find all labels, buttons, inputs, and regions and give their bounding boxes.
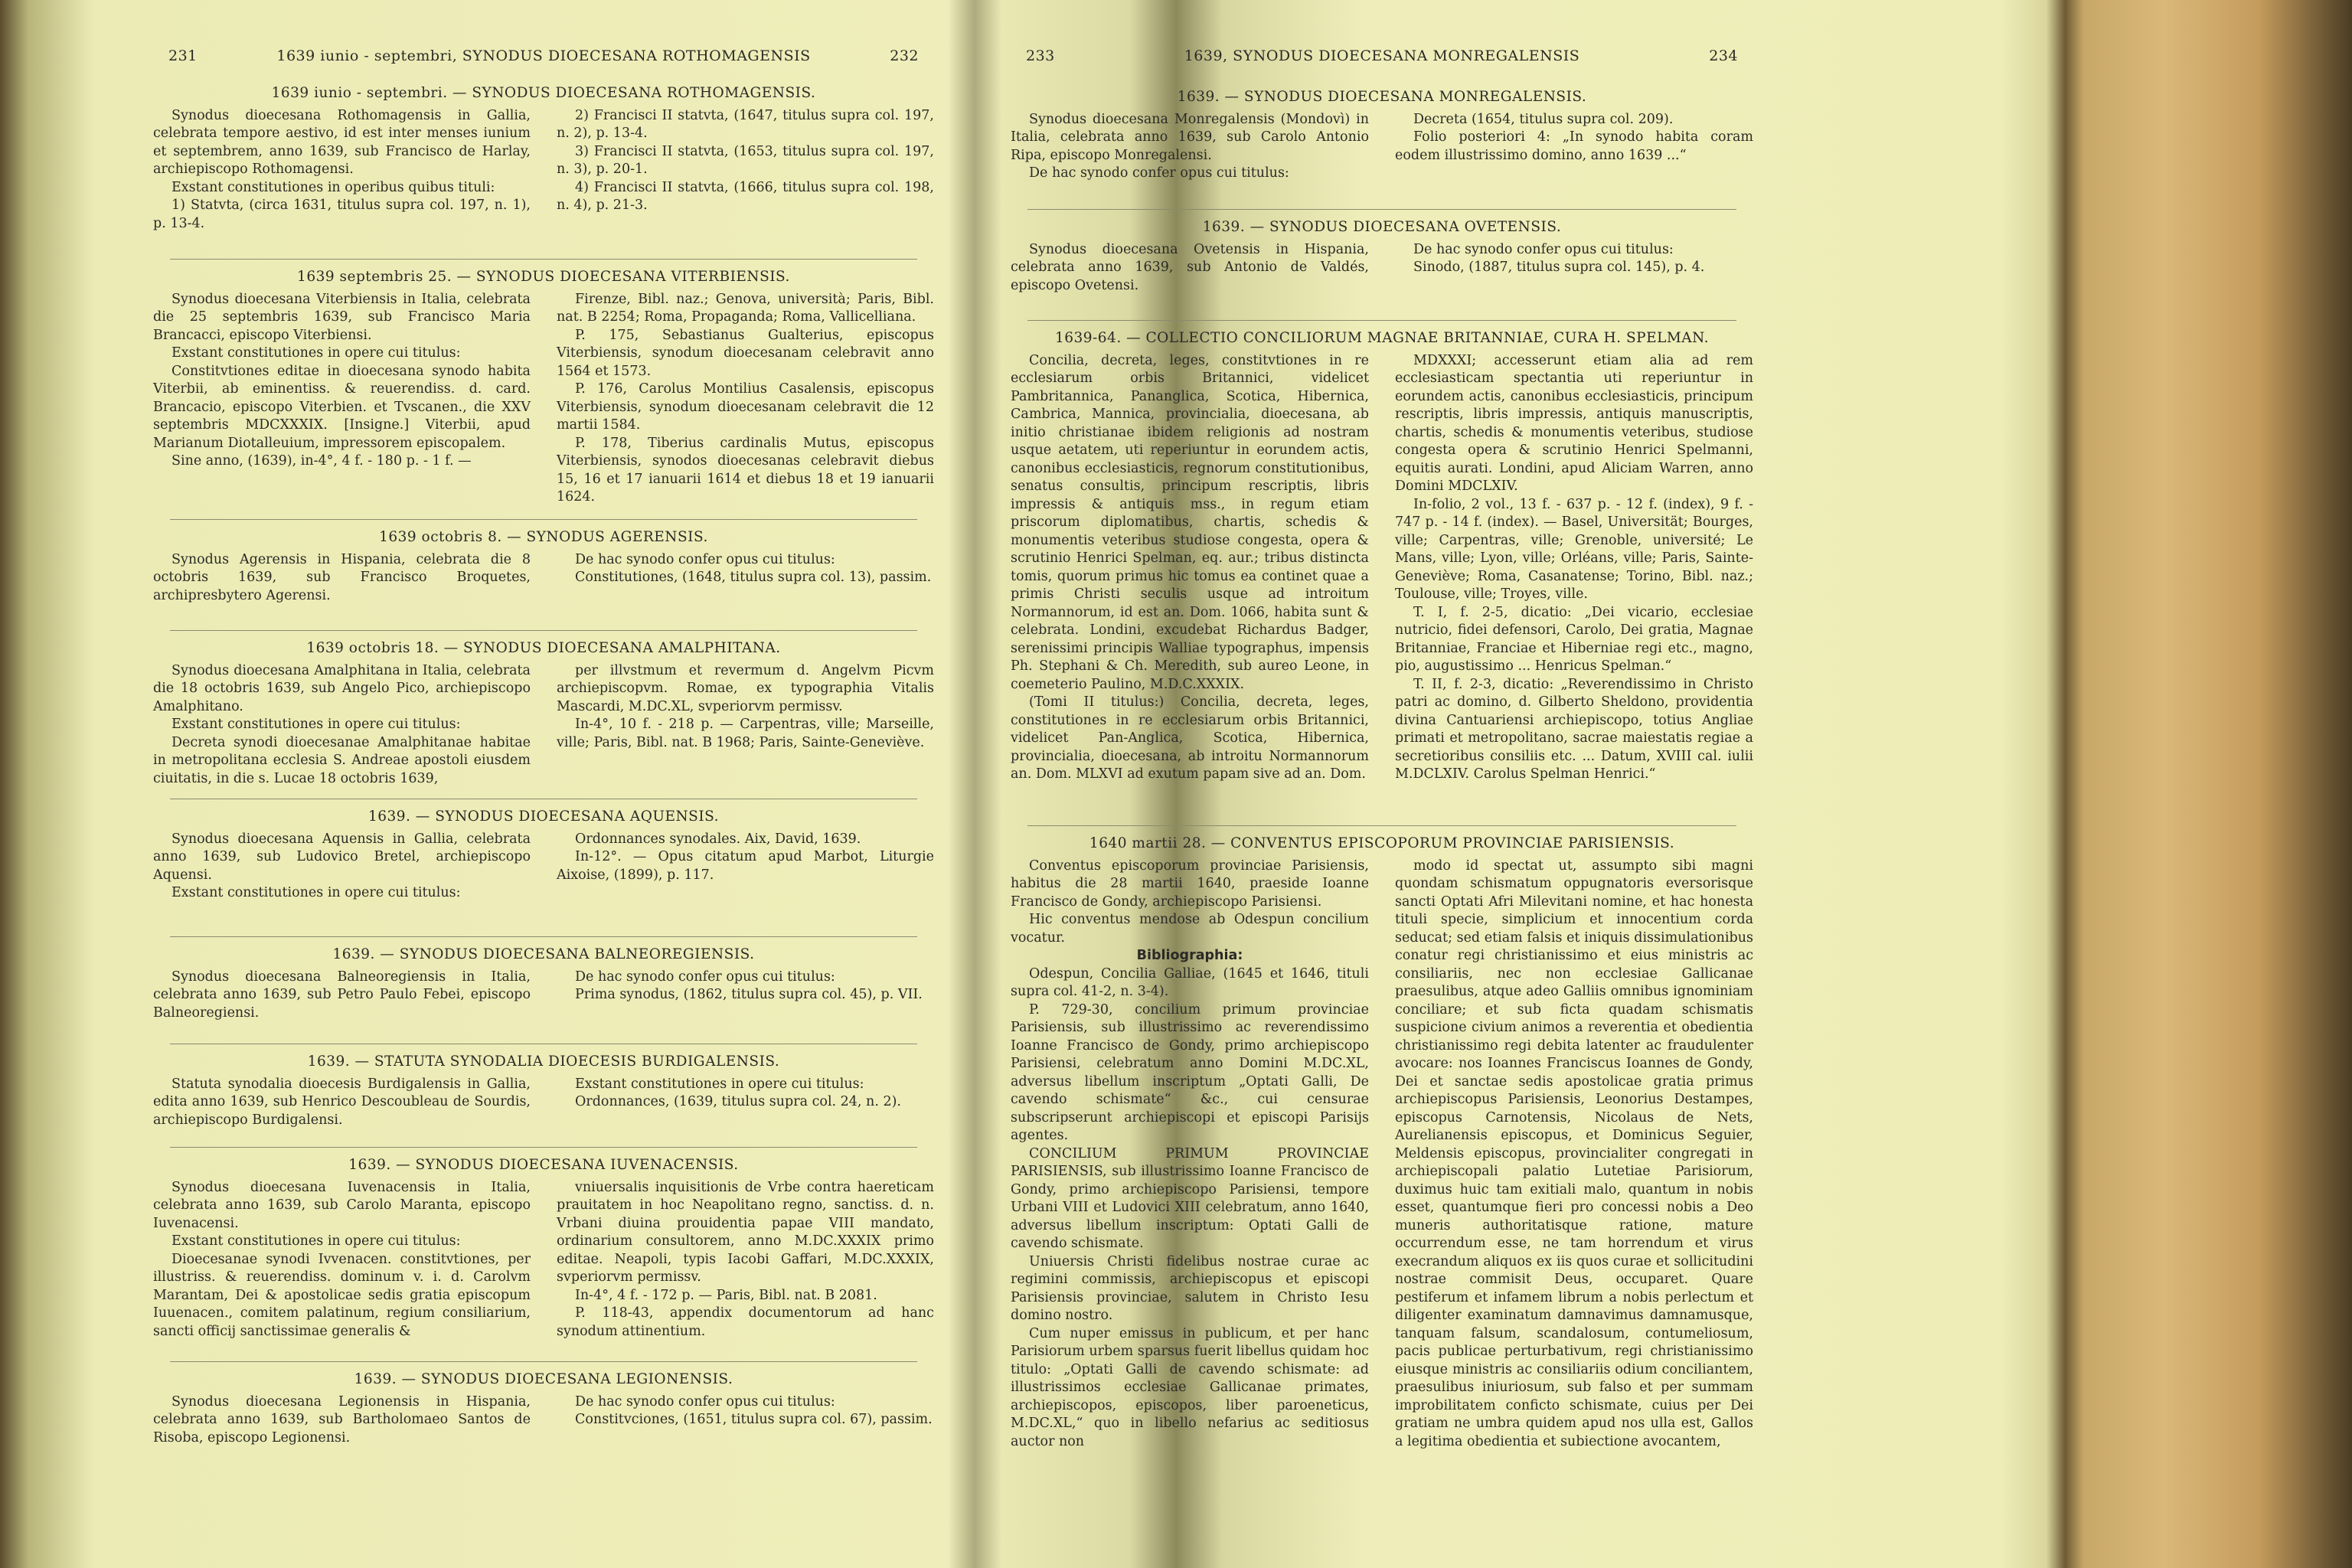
entry-paragraph: De hac synodo confer opus cui titulus: xyxy=(575,1393,835,1410)
entry-paragraph: T. II, f. 2-3, dicatio: „Reverendissimo in Christo patri ac domino, d. Gilberto Sheldono, providentia divina Cantuariensi archiepiscopo, totius Angliae primati et metropolitano, sacrae maiestatis regiae a secretioribus consiliis etc. ... Datum, XVIII cal. iulii M.DCLXIV. Carolus Spelman Henrici.“ xyxy=(1395,676,1753,782)
synod-entry xyxy=(153,1053,934,1129)
entry-paragraph: Synodus dioecesana Ovetensis in Hispania, celebrata anno 1639, sub Antonio de Valdés, episcopo Ovetensi. xyxy=(1011,241,1369,293)
entry-paragraph: Synodus dioecesana Iuvenacensis in Italia, celebrata anno 1639, sub Carolo Maranta, episcopo Iuvenacensi. xyxy=(153,1179,531,1231)
book-binding-edge xyxy=(2037,0,2352,1568)
entry-paragraph: per illvstmum et revermum d. Angelvm Picvm archiepiscopvm. Romae, ex typographia Vitalis Mascardi, M.DC.XL, svperiorvm permissv. xyxy=(557,662,934,714)
left-running-head xyxy=(153,47,934,70)
entry-heading: 1639. — STATUTA SYNODALIA DIOECESIS BURDIGALENSIS. xyxy=(307,1054,780,1070)
entry-paragraph: Conventus episcoporum provinciae Parisiensis, habitus die 28 martii 1640, praeside Ioanne Francisco de Gondy, archiepiscopo Parisiensi. xyxy=(1011,858,1369,910)
entry-column xyxy=(153,662,531,789)
entry-column xyxy=(557,551,934,606)
entry-paragraph: 1) Statvta, (circa 1631, titulus supra col. 197, n. 1), p. 13-4. xyxy=(153,198,531,231)
synod-entry xyxy=(153,946,934,1022)
entry-paragraph: Constitvtiones editae in dioecesana synodo habita Viterbii, ab eminentiss. & reuerendiss. d. card. Brancacio, episcopo Viterbien. et Tvscanen., die XXV septembris MDCXXXIX. [Insigne.] Viterbii, apud Marianum Diotalleuium, impressorem episcopalem. xyxy=(153,363,531,451)
synod-entry xyxy=(1011,835,1753,1451)
entry-paragraph: Folio posteriori 4: „In synodo habita coram eodem illustrissimo domino, anno 1639 ...“ xyxy=(1395,129,1753,163)
entry-column xyxy=(557,831,934,903)
entry-paragraph: Ordonnances synodales. Aix, David, 1639. xyxy=(575,831,861,847)
entry-column xyxy=(153,107,531,234)
book-gutter xyxy=(948,0,1001,1568)
entry-divider xyxy=(1027,209,1736,210)
entry-heading: 1639. — SYNODUS DIOECESANA IUVENACENSIS. xyxy=(348,1157,739,1173)
entry-column xyxy=(153,1393,531,1448)
entry-heading: 1639-64. — COLLECTIO CONCILIORUM MAGNAE BRITANNIAE, CURA H. SPELMAN. xyxy=(1054,330,1710,346)
entry-paragraph: P. 175, Sebastianus Gualterius, episcopus Viterbiensis, synodum dioecesanam celebravit anno 1564 et 1573. xyxy=(557,327,934,379)
entry-paragraph: Synodus Agerensis in Hispania, celebrata die 8 octobris 1639, sub Francisco Broquetes, archipresbytero Agerensi. xyxy=(153,551,531,603)
entry-paragraph: Synodus dioecesana Amalphitana in Italia, celebrata die 18 octobris 1639, sub Angelo Pico, archiepiscopo Amalphitano. xyxy=(153,662,531,714)
entry-paragraph: Synodus dioecesana Legionensis in Hispania, celebrata anno 1639, sub Bartholomaeo Santos de Risoba, episcopo Legionensi. xyxy=(153,1393,531,1446)
entry-column xyxy=(1011,241,1369,296)
entry-column xyxy=(153,551,531,606)
entry-paragraph: Synodus dioecesana Monregalensis (Mondovì) in Italia, celebrata anno 1639, sub Carolo Antonio Ripa, episcopo Monregalensi. xyxy=(1011,111,1369,163)
entry-paragraph: P. 176, Carolus Montilius Casalensis, episcopus Viterbiensis, synodum dioecesanam celebravit die 12 martii 1584. xyxy=(557,381,934,433)
entry-paragraph: vniuersalis inquisitionis de Vrbe contra haereticam prauitatem in hoc Neapolitano regno, sanctiss. d. n. Vrbani diuina prouidentia papae VIII mandato, ordinarium consultorem, anno M.DC.XXXIX primo editae. Neapoli, typis Iacobi Gaffari, M.DC.XXXIX, svperiorvm permissv. xyxy=(557,1179,934,1285)
entry-paragraph: Exstant constitutiones in opere cui titulus: xyxy=(172,345,461,361)
running-title: 1639, SYNODUS DIOECESANA MONREGALENSIS xyxy=(1184,47,1580,64)
entry-paragraph: Sinodo, (1887, titulus supra col. 145), p. 4. xyxy=(1413,260,1705,275)
entry-divider xyxy=(170,936,917,937)
entry-column xyxy=(153,831,531,903)
entry-paragraph: Odespun, Concilia Galliae, (1645 et 1646, tituli supra col. 41-2, n. 3-4). xyxy=(1011,965,1369,999)
entry-paragraph: De hac synodo confer opus cui titulus: xyxy=(1029,165,1289,181)
page-number-left: 233 xyxy=(1026,47,1055,64)
entry-paragraph: Exstant constitutiones in opere cui titulus: xyxy=(172,885,461,900)
synod-entry xyxy=(1011,329,1753,784)
entry-column xyxy=(557,107,934,234)
entry-paragraph: Concilia, decreta, leges, constitvtiones in re ecclesiarum orbis Britannici, videlicet Pambritannica, Pananglica, Scotica, Hibernica, Cambrica, Mannica, provincialia, dioecesana, ab initio christianae ibidem religionis ad nostram usque aetatem, uti reperiuntur in eorundem actis, canonibus ecclesiasticis, regnorum constitutionibus, senatus consultis, principum rescriptis, libris impressis & antiquis mss., in regum etiam priscorum diplomatibus, chartis, schedis & monumentis veteribus studiose congesta, opera & scrutinio Henrici Spelman, eq. aur.; tribus distincta tomis, quorum primus hic tomus ea continet quae a primis Christi seculis usque ad introitum Normannorum, id est an. Dom. 1066, habita sunt & celebrata. Londini, excudebat Richardus Badger, serenissimi principis Walliae typographus, impensis Ph. Stephani & Ch. Meredith, sub aureo Leone, in coemeterio Paulino, M.D.C.XXXIX. xyxy=(1011,352,1369,692)
entry-paragraph: Exstant constitutiones in operibus quibus tituli: xyxy=(172,179,495,195)
entry-divider xyxy=(170,519,917,520)
entry-column xyxy=(153,969,531,1023)
entry-paragraph: 2) Francisci II statvta, (1647, titulus supra col. 197, n. 2), p. 13-4. xyxy=(557,107,934,141)
entry-column xyxy=(1011,858,1369,1452)
entry-divider xyxy=(1027,825,1736,826)
left-page xyxy=(153,0,934,1568)
synod-entry xyxy=(153,1370,934,1447)
entry-column xyxy=(557,1179,934,1341)
entry-column xyxy=(557,291,934,507)
entry-heading: 1639 octobris 8. — SYNODUS AGERENSIS. xyxy=(379,529,708,545)
entry-column xyxy=(557,1076,934,1130)
entry-heading: 1640 martii 28. — CONVENTUS EPISCOPORUM PROVINCIAE PARISIENSIS. xyxy=(1089,835,1675,851)
entry-column xyxy=(1011,111,1369,183)
entry-paragraph: Synodus dioecesana Aquensis in Gallia, celebrata anno 1639, sub Ludovico Bretel, archiepiscopo Aquensi. xyxy=(153,831,531,883)
right-page xyxy=(1011,0,1753,1568)
page-number-right: 234 xyxy=(1709,47,1738,64)
entry-paragraph: Sine anno, (1639), in-4°, 4 f. - 180 p. - 1 f. — xyxy=(172,453,472,469)
entry-paragraph: T. I, f. 2-5, dicatio: „Dei vicario, ecclesiae nutricio, fidei defensori, Carolo, Dei gratia, Magnae Britanniae, Franciae et Hiberniae regi etc., magno, pio, augustissimo ... Henricus Spelman.“ xyxy=(1395,604,1753,674)
entry-paragraph: (Tomi II titulus:) Concilia, decreta, leges, constitutiones in re ecclesiarum orbis Britannici, videlicet Pan-Anglica, Scotica, Hibernica, provincialia, dioecesana, ab introitu Normannorum an. Dom. MLXVI ad exutum papam sive ad an. Dom. xyxy=(1011,694,1369,782)
entry-paragraph: MDXXXI; accesserunt etiam alia ad rem ecclesiasticam spectantia uti reperiuntur in eorundem actis, canonibus ecclesiasticis, principum rescriptis, libris impressis, antiquis manuscriptis, chartis, schedis & monumentis veteribus, studiose congesta opera & scrutinio Henrici Spelmanni, equitis aurati. Londini, apud Aliciam Warren, anno Domini MDCLXIV. xyxy=(1395,352,1753,494)
entry-paragraph: Statuta synodalia dioecesis Burdigalensis in Gallia, edita anno 1639, sub Henrico Descoubleau de Sourdis, archiepiscopo Burdigalensi. xyxy=(153,1076,531,1128)
synod-entry xyxy=(153,639,934,788)
synod-entry xyxy=(153,84,934,233)
entry-divider xyxy=(170,1147,917,1148)
entry-column xyxy=(557,1393,934,1448)
entry-divider xyxy=(1027,320,1736,321)
entry-paragraph: Hic conventus mendose ab Odespun concilium vocatur. xyxy=(1011,912,1369,946)
entry-paragraph: 3) Francisci II statvta, (1653, titulus supra col. 197, n. 3), p. 20-1. xyxy=(557,143,934,177)
entry-paragraph: Firenze, Bibl. naz.; Genova, università; Paris, Bibl. nat. B 2254; Roma, Propaganda; Roma, Vallicelliana. xyxy=(557,291,934,325)
entry-heading: 1639 iunio - septembri. — SYNODUS DIOECESANA ROTHOMAGENSIS. xyxy=(271,85,816,101)
entry-heading: 1639. — SYNODUS DIOECESANA LEGIONENSIS. xyxy=(354,1371,733,1387)
entry-column xyxy=(1395,241,1753,296)
entry-paragraph: Uniuersis Christi fidelibus nostrae curae ac regimini commissis, archiepiscopus et episcopi Parisiensis provinciae, salutem in Christo Iesu domino nostro. xyxy=(1011,1253,1369,1323)
entry-column xyxy=(1395,858,1753,1452)
entry-paragraph: Decreta (1654, titulus supra col. 209). xyxy=(1413,111,1674,127)
entry-paragraph: Exstant constitutiones in opere cui titulus: xyxy=(575,1076,864,1092)
entry-paragraph: In-12°. — Opus citatum apud Marbot, Liturgie Aixoise, (1899), p. 117. xyxy=(557,849,934,883)
entry-paragraph: P. 178, Tiberius cardinalis Mutus, episcopus Viterbiensis, synodos dioecesanas celebravit diebus 15, 16 et 17 ianuarii 1614 et diebus 18 et 19 ianuarii 1624. xyxy=(557,435,934,505)
entry-divider xyxy=(170,630,917,631)
entry-paragraph: modo id spectat ut, assumpto sibi magni quondam schismatum oppugnatoris eversorisque sancti Optati Afri Milevitani nomine, et hac honesta tituli specie, simplicium et innocentium corda seducat; sed etiam falsis et iniquis dissimulationibus conatur regi christianissimo et eius ministris ac consiliariis, nec non ecclesiae Gallicanae praesulibus, atque adeo Galliis omnibus ignominiam conciliare; et sub ficta quadam schismatis suspicione civium animos a reverentia et obedientia christianissimo regi debita latenter ac fraudulenter avocare: nos Ioannes Franciscus Ioannes de Gondy, Dei et sanctae sedis apostolicae gratia primus archiepiscopus Parisiensis, Leonorius Destampes, episcopus Carnotensis, Nicolaus de Nets, Aurelianensis episcopus, et Dominicus Seguier, Meldensis episcopus, provincialiter congregati in archiepiscopali palatio Lutetiae Parisiorum, duximus huic tam exitiali malo, quantum in nobis esset, quantumque fieri pro concessi nobis a Deo muneris authoritatisque ratione, mature occurrendum esse, ne tam horrendum et virus execrandum aliquos ex iis quos curae et sollicitudini nostrae commisit Deus, occuparet. Quare pestiferum et infamem librum a nobis perlectum et diligenter examinatum damnavimus damnamusque, tanquam falsum, scandalosum, contumeliosum, pacis publicae perturbativum, regi christianissimo eiusque ministris ac consiliariis odium conciliantem, praesulibus iniuriosum, sub falso et per summam improbilitatem conficto schismate, cuius per Dei gratiam ne umbra quidem apud nos ulla est, Gallos a legitima obedientia et subiectione avocantem, xyxy=(1395,858,1753,1449)
entry-paragraph: CONCILIUM PRIMUM PROVINCIAE PARISIENSIS, sub illustrissimo Ioanne Francisco de Gondy, primo archiepiscopo Parisiensi, tempore Urbani VIII et Ludovici XIII celebratum, anno 1640, adversus libellum inscriptum: Optati Galli de cavendo schismate. xyxy=(1011,1145,1369,1251)
entry-paragraph: Dioecesanae synodi Ivvenacen. constitvtiones, per illustriss. & reuerendiss. dominum v. i. d. Carolvm Marantam, Dei & apostolicae sedis gratia episcopum Iuuenacen., comitem palatinum, regium consiliarium, sancti officij sanctissimae generalis & xyxy=(153,1251,531,1339)
entry-paragraph: Exstant constitutiones in opere cui titulus: xyxy=(172,1233,461,1249)
entry-paragraph: Synodus dioecesana Viterbiensis in Italia, celebrata die 25 septembris 1639, sub Francisco Maria Brancacci, episcopo Viterbiensi. xyxy=(153,291,531,343)
entry-heading: 1639 septembris 25. — SYNODUS DIOECESANA VITERBIENSIS. xyxy=(297,269,790,285)
synod-entry xyxy=(153,1156,934,1341)
entry-paragraph: Bibliographia: xyxy=(1136,948,1243,963)
entry-divider xyxy=(170,259,917,260)
entry-heading: 1639. — SYNODUS DIOECESANA OVETENSIS. xyxy=(1202,219,1562,235)
entry-column xyxy=(153,1076,531,1130)
entry-heading: 1639. — SYNODUS DIOECESANA MONREGALENSIS. xyxy=(1177,89,1587,105)
entry-paragraph: Constitutiones, (1648, titulus supra col. 13), passim. xyxy=(575,570,932,585)
entry-paragraph: De hac synodo confer opus cui titulus: xyxy=(575,551,835,567)
entry-paragraph: Prima synodus, (1862, titulus supra col. 45), p. VII. xyxy=(575,987,923,1002)
entry-paragraph: Decreta synodi dioecesanae Amalphitanae habitae in metropolitana ecclesia S. Andreae apostoli eiusdem ciuitatis, in die s. Lucae 18 octobris 1639, xyxy=(153,734,531,786)
entry-column xyxy=(557,662,934,789)
entry-heading: 1639. — SYNODUS DIOECESANA AQUENSIS. xyxy=(368,808,720,825)
entry-column xyxy=(153,291,531,507)
entry-heading: 1639. — SYNODUS DIOECESANA BALNEOREGIENSIS. xyxy=(332,946,755,962)
entry-column xyxy=(153,1179,531,1341)
page-number-left: 231 xyxy=(168,47,198,64)
synod-entry xyxy=(1011,218,1753,295)
entry-paragraph: P. 118-43, appendix documentorum ad hanc synodum attinentium. xyxy=(557,1305,934,1339)
entry-heading: 1639 octobris 18. — SYNODUS DIOECESANA AMALPHITANA. xyxy=(306,640,781,656)
entry-paragraph: Synodus dioecesana Balneoregiensis in Italia, celebrata anno 1639, sub Petro Paulo Febei, episcopo Balneoregiensi. xyxy=(153,969,531,1021)
entry-paragraph: Constitvciones, (1651, titulus supra col. 67), passim. xyxy=(575,1412,933,1427)
entry-divider xyxy=(170,1361,917,1362)
entry-column xyxy=(557,969,934,1023)
entry-column xyxy=(1395,352,1753,784)
entry-paragraph: In-4°, 10 f. - 218 p. — Carpentras, ville; Marseille, ville; Paris, Bibl. nat. B 1968; Paris, Sainte-Geneviève. xyxy=(557,717,934,750)
synod-entry xyxy=(1011,88,1753,183)
right-running-head xyxy=(1011,47,1753,70)
entry-paragraph: In-4°, 4 f. - 172 p. — Paris, Bibl. nat. B 2081. xyxy=(575,1287,877,1303)
entry-column xyxy=(1395,111,1753,183)
entry-paragraph: Synodus dioecesana Rothomagensis in Gallia, celebrata tempore aestivo, id est inter menses iunium et septembrem, anno 1639, sub Francisco de Harlay, archiepiscopo Rothomagensi. xyxy=(153,107,531,177)
synod-entry xyxy=(153,528,934,605)
synod-entry xyxy=(153,808,934,903)
running-title: 1639 iunio - septembri, SYNODUS DIOECESANA ROTHOMAGENSIS xyxy=(276,47,811,64)
entry-paragraph: In-folio, 2 vol., 13 f. - 637 p. - 12 f. (index), 9 f. - 747 p. - 14 f. (index). — Basel, Universität; Bourges, ville; Carpentras, ville; Grenoble, université; Le Mans, ville; Lyon, ville; Orléans, ville; Paris, Sainte-Geneviève; Roma, Casanatense; Torino, Bibl. naz.; Toulouse, ville; Troyes, ville. xyxy=(1395,496,1753,602)
entry-paragraph: P. 729-30, concilium primum provinciae Parisiensis, sub illustrissimo ac reverendissimo Ioanne Francisco de Gondy, primo archiepiscopo Parisiensi, celebratum anno Domini M.DC.XL, adversus libellum inscriptum „Optati Galli, De cavendo schismate“ &c., cui censurae subscripserunt archiepiscopi et episcopi Parisijs agentes. xyxy=(1011,1001,1369,1143)
entry-paragraph: Exstant constitutiones in opere cui titulus: xyxy=(172,717,461,732)
entry-column xyxy=(1011,352,1369,784)
entry-paragraph: De hac synodo confer opus cui titulus: xyxy=(1413,241,1674,257)
page-number-right: 232 xyxy=(890,47,919,64)
entry-paragraph: Ordonnances, (1639, titulus supra col. 24, n. 2). xyxy=(575,1094,901,1109)
entry-paragraph: Cum nuper emissus in publicum, et per hanc Parisiorum urbem sparsus fuerit libellus quidam hoc titulo: „Optati Galli de cavendo schismate: ad illustrissimos ecclesiae Gallicanae primates, archiepiscopos, episcopos, liber paroeneticus, M.DC.XL,“ quo in libello nefarius ac seditiosus auctor non xyxy=(1011,1325,1369,1449)
entry-paragraph: 4) Francisci II statvta, (1666, titulus supra col. 198, n. 4), p. 21-3. xyxy=(557,179,934,213)
entry-paragraph: De hac synodo confer opus cui titulus: xyxy=(575,969,835,985)
synod-entry xyxy=(153,268,934,507)
